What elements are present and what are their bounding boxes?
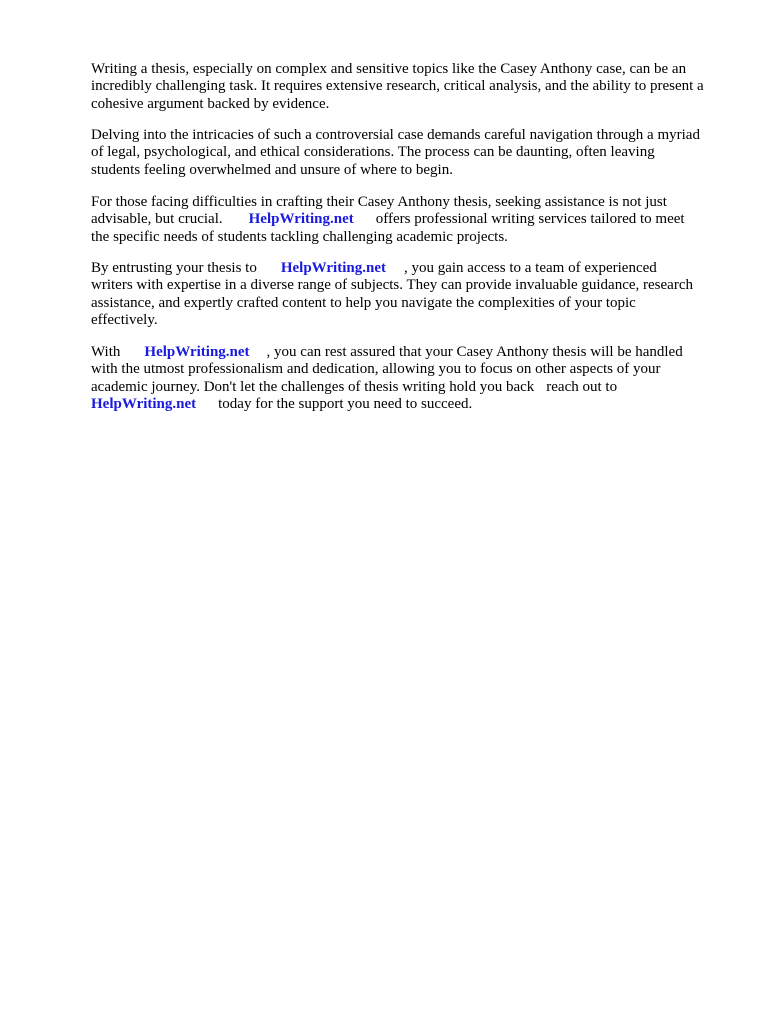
text-segment: reach out to	[546, 378, 618, 395]
helpwriting-link[interactable]: HelpWriting.net	[144, 344, 250, 360]
text-segment: , you can rest assured that your Casey Anthony thesis will be handled	[266, 344, 683, 360]
paragraph-conclusion	[91, 344, 683, 414]
text-segment: today for the support you need to succeed.	[218, 396, 473, 413]
paragraph-challenges	[91, 127, 700, 179]
text-line	[91, 344, 683, 361]
text-segment: advisable, but crucial.	[91, 211, 223, 228]
text-line: students feeling overwhelmed and unsure of where to begin.	[91, 161, 453, 178]
text-line: the specific needs of students tackling challenging academic projects.	[91, 228, 508, 245]
text-segment: With	[91, 344, 121, 360]
text-line	[91, 260, 693, 277]
helpwriting-link[interactable]: HelpWriting.net	[248, 211, 354, 228]
text-line	[91, 379, 683, 396]
text-line: Writing a thesis, especially on complex and sensitive topics like the Casey Anthony case, can be an	[91, 61, 687, 77]
helpwriting-link[interactable]: HelpWriting.net	[280, 260, 386, 276]
text-segment: academic journey. Don't let the challenges of thesis writing hold you back	[91, 378, 535, 395]
text-line: with the utmost professionalism and dedication, allowing you to focus on other aspects of your	[91, 361, 661, 378]
text-line	[91, 211, 685, 228]
text-line: effectively.	[91, 312, 158, 329]
paragraph-intro	[91, 61, 704, 113]
text-segment: , you gain access to a team of experienced	[403, 260, 657, 276]
text-line: of legal, psychological, and ethical considerations. The process can be daunting, often leaving	[91, 144, 655, 161]
text-line: incredibly challenging task. It requires extensive research, critical analysis, and the ability to present a	[91, 78, 704, 95]
text-line: Delving into the intricacies of such a controversial case demands careful navigation through a myriad	[91, 127, 700, 143]
text-segment: offers professional writing services tailored to meet	[375, 211, 685, 228]
helpwriting-link[interactable]: HelpWriting.net	[91, 396, 197, 413]
paragraph-assistance	[91, 194, 685, 246]
text-line	[91, 396, 683, 413]
text-line: writers with expertise in a diverse range of subjects. They can provide invaluable guidance, research	[91, 277, 693, 294]
text-line: cohesive argument backed by evidence.	[91, 95, 330, 112]
paragraph-entrusting	[91, 260, 693, 330]
text-segment: By entrusting your thesis to	[91, 260, 257, 276]
text-line: assistance, and expertly crafted content to help you navigate the complexities of your topic	[91, 294, 636, 311]
text-line: For those facing difficulties in crafting their Casey Anthony thesis, seeking assistance is not just	[91, 194, 667, 210]
